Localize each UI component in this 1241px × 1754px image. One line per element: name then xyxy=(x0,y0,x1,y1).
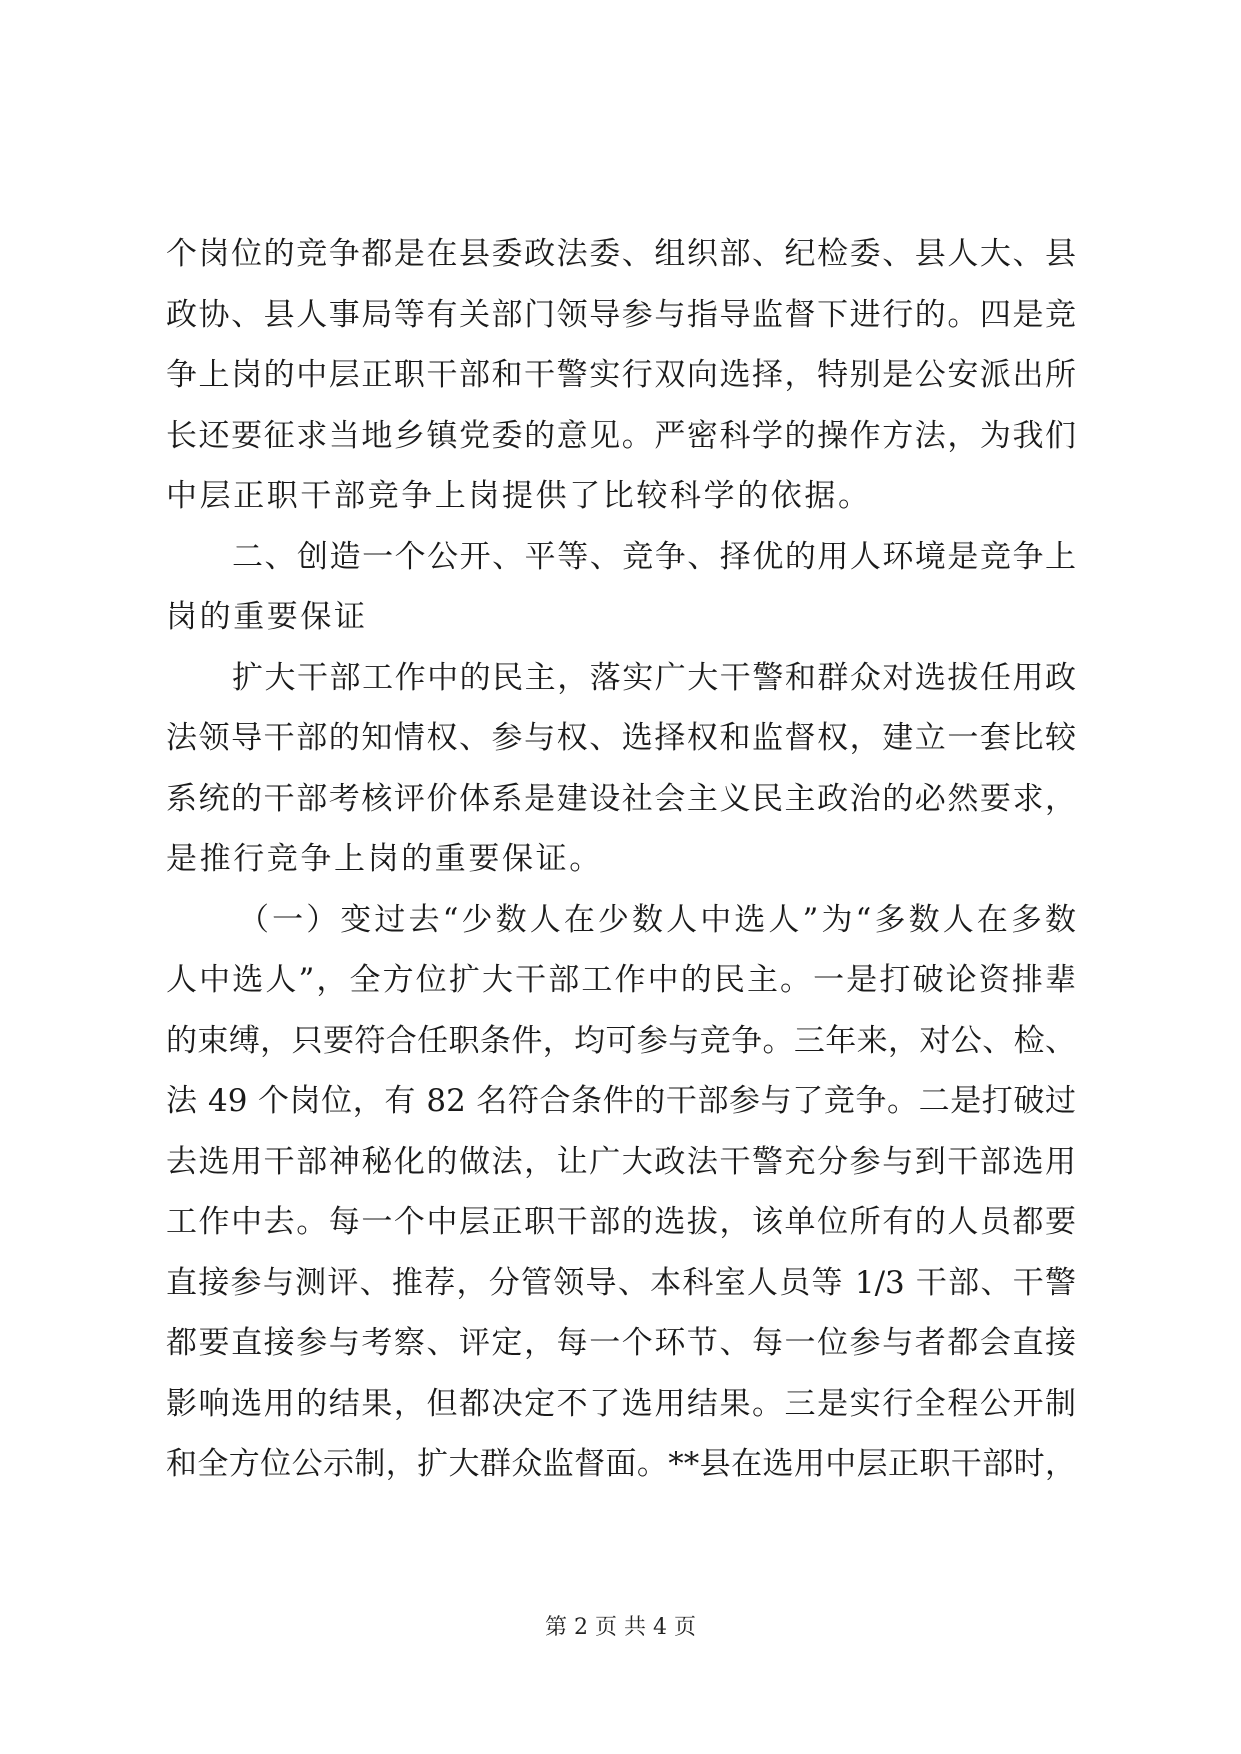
section-heading-line: 二、创造一个公开、平等、竞争、择优的用人环境是竞争上 xyxy=(232,538,1076,575)
text-line: 政协、县人事局等有关部门领导参与指导监督下进行的。四是竞 xyxy=(166,296,1076,333)
subsection-line: （一）变过去“少数人在少数人中选人”为“多数人在多数 xyxy=(238,901,1076,938)
page-number-footer: 第 2 页 共 4 页 xyxy=(545,1615,696,1640)
text-line: 中层正职干部竞争上岗提供了比较科学的依据。 xyxy=(166,478,872,514)
text-line: 个岗位的竞争都是在县委政法委、组织部、纪检委、县人大、县 xyxy=(166,236,1076,272)
text-line: 的束缚，只要符合任职条件，均可参与竞争。三年来，对公、检、 xyxy=(166,1022,1076,1059)
text-line: 争上岗的中层正职干部和干警实行双向选择，特别是公安派出所 xyxy=(166,357,1076,393)
text-line: 工作中去。每一个中层正职干部的选拔，该单位所有的人员都要 xyxy=(166,1204,1076,1240)
section-heading-line: 岗的重要保证 xyxy=(166,599,368,635)
text-line: 都要直接参与考察、评定，每一个环节、每一位参与者都会直接 xyxy=(166,1325,1076,1361)
document-body xyxy=(166,224,1076,1495)
text-line: 扩大干部工作中的民主，落实广大干警和群众对选拔任用政 xyxy=(232,659,1076,696)
text-line: 人中选人”，全方位扩大干部工作中的民主。一是打破论资排辈 xyxy=(166,962,1076,998)
text-line: 和全方位公示制，扩大群众监督面。**县在选用中层正职干部时， xyxy=(166,1446,1076,1482)
text-line: 长还要征求当地乡镇党委的意见。严密科学的操作方法，为我们 xyxy=(166,417,1076,454)
text-line: 影响选用的结果，但都决定不了选用结果。三是实行全程公开制 xyxy=(166,1385,1076,1422)
text-line: 法领导干部的知情权、参与权、选择权和监督权，建立一套比较 xyxy=(166,720,1076,756)
text-line: 是推行竞争上岗的重要保证。 xyxy=(166,841,603,877)
text-line: 去选用干部神秘化的做法，让广大政法干警充分参与到干部选用 xyxy=(166,1143,1076,1180)
text-line: 直接参与测评、推荐，分管领导、本科室人员等 1/3 干部、干警 xyxy=(166,1264,1076,1301)
text-line: 法 49 个岗位，有 82 名符合条件的干部参与了竞争。二是打破过 xyxy=(166,1083,1076,1119)
text-line: 系统的干部考核评价体系是建设社会主义民主政治的必然要求， xyxy=(166,780,1076,817)
